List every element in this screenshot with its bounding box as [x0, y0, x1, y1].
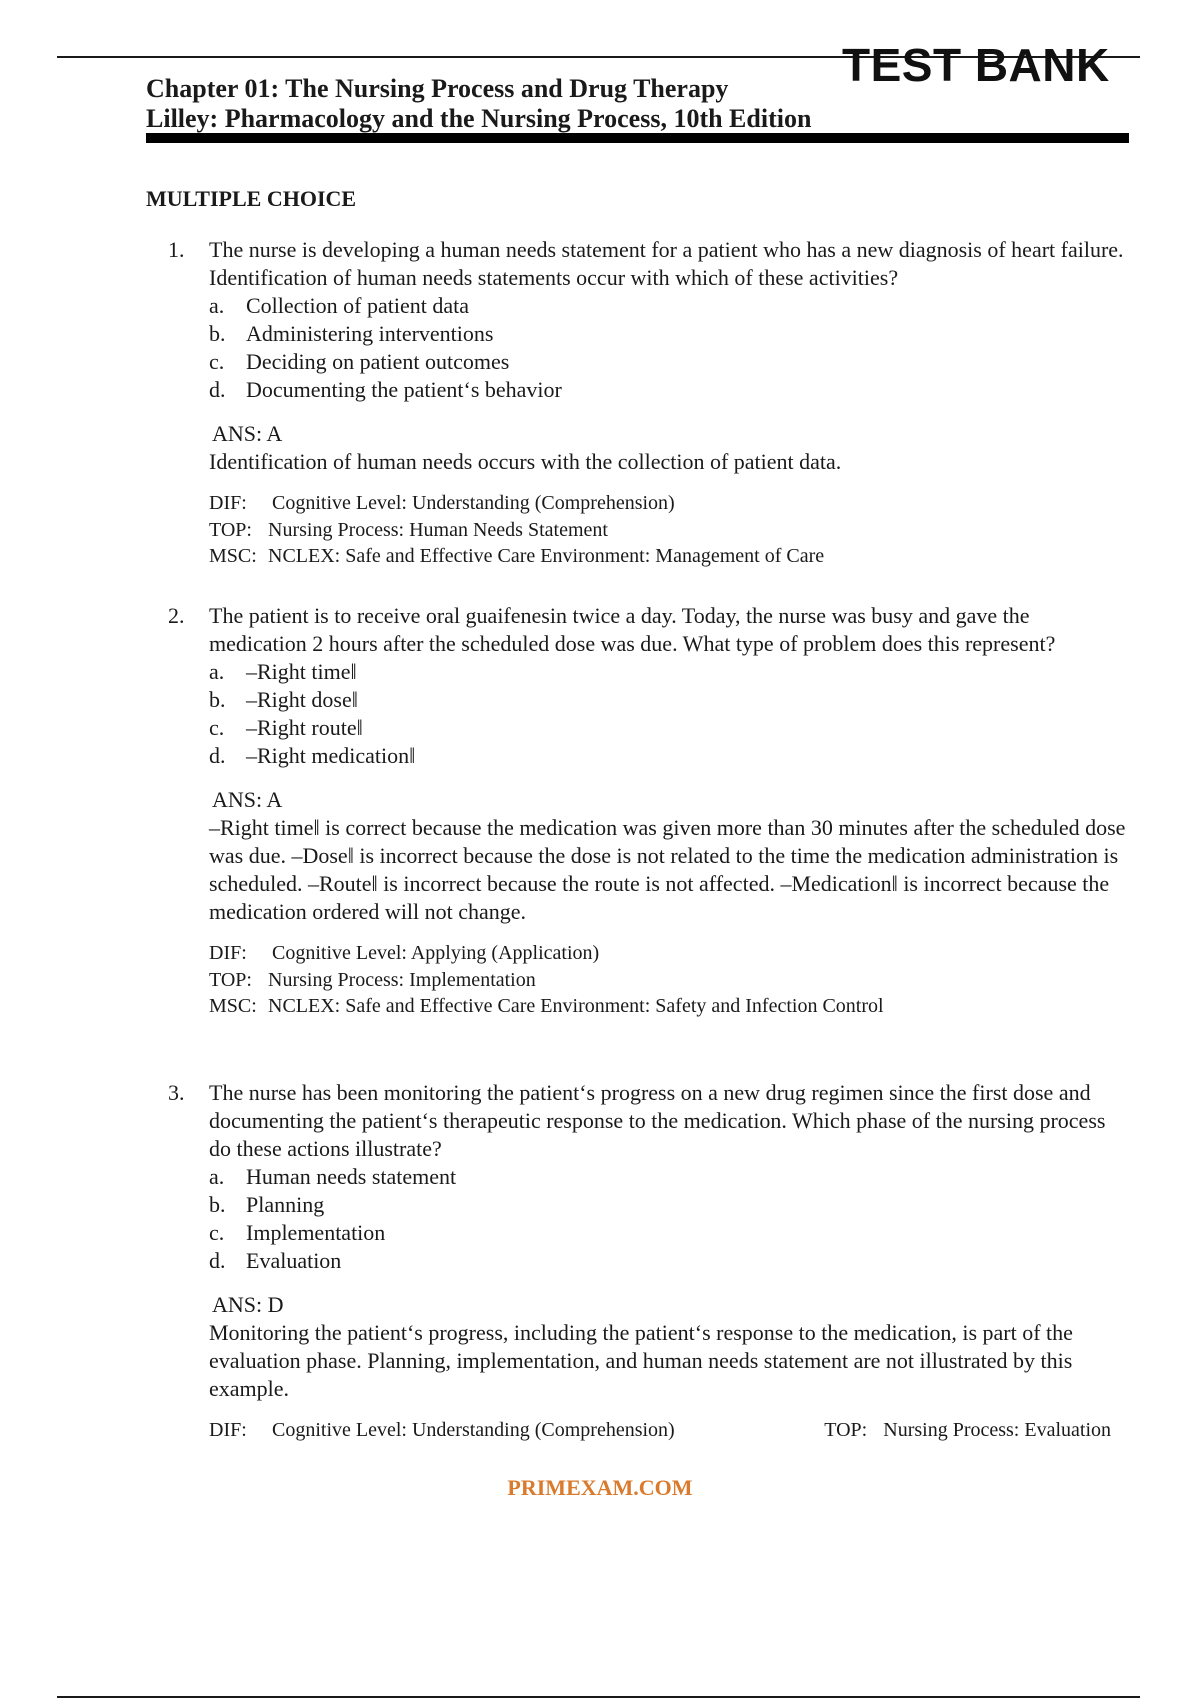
option-d: d. Documenting the patient‘s behavior: [209, 377, 562, 402]
msc-label: MSC:: [209, 545, 257, 567]
option-a: a. –Right time‖: [209, 659, 357, 684]
answer-block: [209, 420, 1128, 476]
option-a: a. Human needs statement: [209, 1164, 457, 1189]
dif-value: Cognitive Level: Applying (Application): [272, 942, 600, 964]
book-title: Lilley: Pharmacology and the Nursing Process, 10th Edition: [146, 104, 812, 133]
dif-label: DIF:: [209, 492, 247, 514]
answer-rationale: Monitoring the patient‘s progress, including the patient‘s response to the medication, is part of the evaluation phase. Planning, implementation, and human needs statement are not illustrated by this example.: [209, 1320, 1073, 1401]
option-b: b. Planning: [209, 1192, 325, 1217]
answer-rationale: Identification of human needs occurs with the collection of patient data.: [209, 449, 842, 474]
test-bank-banner: TEST BANK: [842, 39, 1110, 91]
top-value: Nursing Process: Human Needs Statement: [268, 518, 608, 541]
answer-block: [209, 1291, 1128, 1403]
answer-key: ANS: D: [212, 1292, 284, 1317]
option-a: a. Collection of patient data: [209, 293, 469, 318]
chapter-title: Chapter 01: The Nursing Process and Drug Therapy: [146, 74, 729, 103]
msc-value: NCLEX: Safe and Effective Care Environment: Safety and Infection Control: [268, 995, 884, 1017]
answer-key: ANS: A: [212, 421, 283, 446]
question-number: 2.: [168, 603, 185, 628]
msc-label: MSC:: [209, 995, 257, 1017]
option-d: d. Evaluation: [209, 1248, 342, 1273]
question-stem: The nurse is developing a human needs statement for a patient who has a new diagnosis of heart failure. Identification of human needs statements occur with which of these activities?: [209, 237, 1124, 290]
option-c: c. Implementation: [209, 1220, 386, 1245]
question-stem: The nurse has been monitoring the patient‘s progress on a new drug regimen since the first dose and documenting the patient‘s therapeutic response to the medication. Which phase of the nursing process do these actions illustrate?: [209, 1080, 1106, 1161]
option-d: d. –Right medication‖: [209, 743, 416, 768]
top-value: Nursing Process: Evaluation: [883, 1419, 1111, 1441]
answer-block: [209, 786, 1128, 926]
option-list: [209, 292, 1128, 404]
question-number: 3.: [168, 1080, 185, 1105]
dif-label: DIF:: [209, 1419, 247, 1441]
top-value: Nursing Process: Implementation: [268, 968, 536, 991]
top-label: TOP:: [209, 968, 252, 991]
dif-value: Cognitive Level: Understanding (Comprehension): [272, 1419, 675, 1441]
question-3: [168, 1079, 1128, 1443]
question-1: [168, 236, 1128, 570]
answer-key: ANS: A: [212, 787, 283, 812]
question-metadata: [209, 490, 1128, 570]
option-c: c. –Right route‖: [209, 715, 363, 740]
question-2: [168, 602, 1128, 1020]
question-number: 1.: [168, 237, 185, 262]
top-label: TOP:: [824, 1419, 868, 1441]
msc-value: NCLEX: Safe and Effective Care Environment: Management of Care: [268, 545, 825, 567]
dif-value: Cognitive Level: Understanding (Comprehension): [272, 492, 675, 514]
option-list: [209, 658, 1128, 770]
title-underline-bar: [146, 133, 1129, 143]
question-stem: The patient is to receive oral guaifenesin twice a day. Today, the nurse was busy and gave the medication 2 hours after the scheduled dose was due. What type of problem does this represent?: [209, 603, 1056, 656]
answer-rationale: –Right time‖ is correct because the medication was given more than 30 minutes after the scheduled dose was due. –Dose‖ is incorrect because the dose is not related to the time the medication administration is scheduled. –Route‖ is incorrect because the route is not affected. –Medication‖ is incorrect because the medication ordered will not change.: [209, 815, 1126, 924]
footer-brand-link[interactable]: PRIMEXAM.COM: [507, 1475, 693, 1500]
option-c: c. Deciding on patient outcomes: [209, 349, 510, 374]
top-label: TOP:: [209, 518, 252, 541]
option-b: b. Administering interventions: [209, 321, 494, 346]
dif-label: DIF:: [209, 942, 247, 964]
option-list: [209, 1163, 1128, 1275]
section-title: MULTIPLE CHOICE: [146, 186, 357, 211]
bottom-rule: [57, 1696, 1140, 1698]
question-metadata: [209, 940, 1128, 1020]
question-metadata: [209, 1417, 1128, 1443]
option-b: b. –Right dose‖: [209, 687, 358, 712]
